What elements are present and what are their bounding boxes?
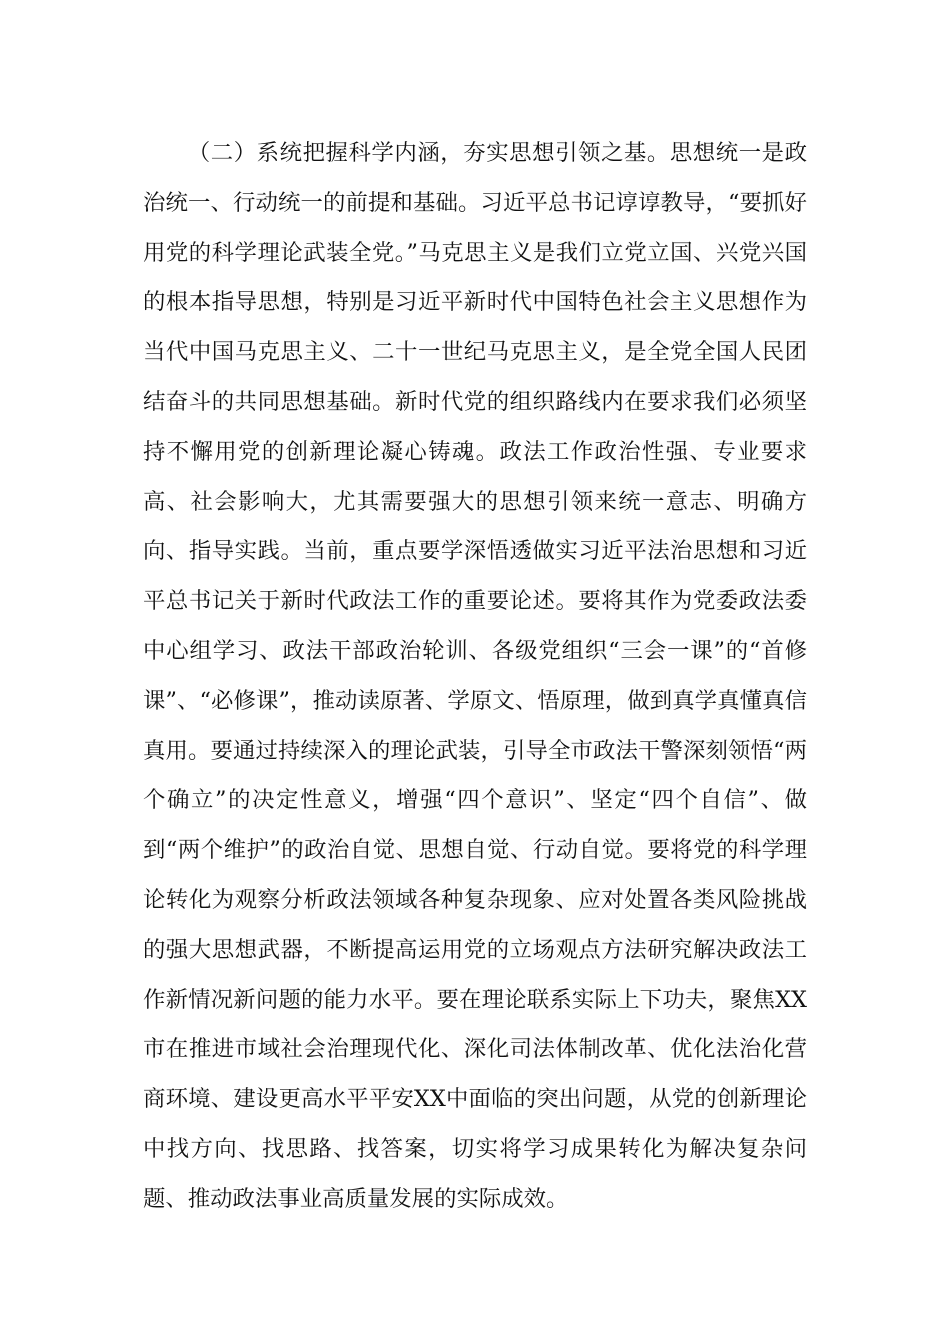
body-paragraph: （二）系统把握科学内涵，夯实思想引领之基。思想统一是政治统一、行动统一的前提和基础。习近平总书记谆谆教导，“要抓好用党的科学理论武装全党。”马克思主义是我们立党立国、兴党兴国的根本指导思想，特别是习近平新时代中国特色社会主义思想作为当代中国马克思主义、二十一世纪马克思主义，是全党全国人民团结奋斗的共同思想基础。新时代党的组织路线内在要求我们必须坚持不懈用党的创新理论凝心铸魂。政法工作政治性强、专业要求高、社会影响大，尤其需要强大的思想引领来统一意志、明确方向、指导实践。当前，重点要学深悟透做实习近平法治思想和习近平总书记关于新时代政法工作的重要论述。要将其作为党委政法委中心组学习、政法干部政治轮训、各级党组织“三会一课”的“首修课”、“必修课”，推动读原著、学原文、悟原理，做到真学真懂真信真用。要通过持续深入的理论武装，引导全市政法干警深刻领悟“两个确立”的决定性意义，增强“四个意识”、坚定“四个自信”、做到“两个维护”的政治自觉、思想自觉、行动自觉。要将党的科学理论转化为观察分析政法领域各种复杂现象、应对处置各类风险挑战的强大思想武器，不断提高运用党的立场观点方法研究解决政法工作新情况新问题的能力水平。要在理论联系实际上下功夫，聚焦XX市在推进市域社会治理现代化、深化司法体制改革、优化法治化营商环境、建设更高水平平安XX中面临的突出问题，从党的创新理论中找方向、找思路、找答案，切实将学习成果转化为解决复杂问题、推动政法事业高质量发展的实际成效。 (143, 140, 807, 1212)
document-body (143, 129, 807, 1225)
